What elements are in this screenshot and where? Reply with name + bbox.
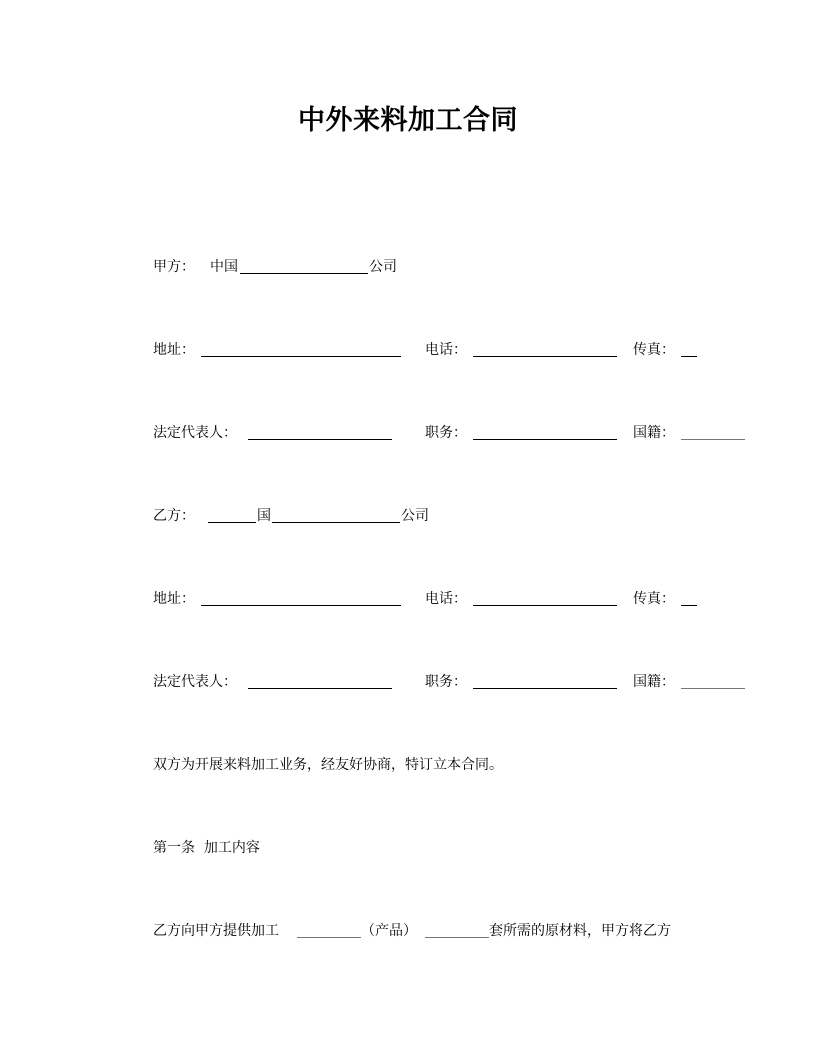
article-1-heading: 第一条 加工内容 [153,840,260,856]
party-b-legal-rep-blank[interactable] [248,671,392,689]
party-a-position-label: 职务： [425,425,467,441]
article-1-text [153,920,753,942]
party-a-line [153,256,753,278]
party-b-contact-line [153,588,753,610]
party-b-name-blank[interactable] [272,505,400,523]
party-a-country: 中国 [210,259,238,275]
party-a-rep-line [153,422,753,444]
party-b-country-suffix: 国 [257,508,271,524]
party-a-contact-line [153,339,753,361]
party-b-fax-blank[interactable] [681,588,697,606]
article-1-text-part2: （产品） [361,923,417,939]
party-b-country-blank[interactable] [208,505,256,523]
party-b-nationality-label: 国籍： [633,674,675,690]
party-b-phone-blank[interactable] [473,588,617,606]
party-b-line [153,505,753,527]
party-a-position-blank[interactable] [473,422,617,440]
party-b-position-blank[interactable] [473,671,617,689]
party-a-legal-rep-blank[interactable] [248,422,392,440]
party-b-nationality-blank[interactable] [681,671,745,689]
party-a-phone-blank[interactable] [473,339,617,357]
party-b-fax-label: 传真： [633,591,675,607]
party-b-address-blank[interactable] [201,588,401,606]
article-1-quantity-blank[interactable] [425,920,489,938]
party-a-phone-label: 电话： [425,342,467,358]
party-a-nationality-blank[interactable] [681,422,745,440]
document-title: 中外来料加工合同 [298,105,518,136]
party-a-address-blank[interactable] [201,339,401,357]
party-a-label: 甲方： [153,259,195,275]
party-b-rep-line [153,671,753,693]
party-b-legal-rep-label: 法定代表人： [153,674,237,690]
article-1-text-part3: 套所需的原材料，甲方将乙方 [489,923,671,939]
party-a-legal-rep-label: 法定代表人： [153,425,237,441]
party-a-nationality-label: 国籍： [633,425,675,441]
party-a-fax-blank[interactable] [681,339,697,357]
intro-paragraph: 双方为开展来料加工业务，经友好协商，特订立本合同。 [153,757,503,773]
party-b-label: 乙方： [153,508,195,524]
party-b-position-label: 职务： [425,674,467,690]
article-1-text-part1: 乙方向甲方提供加工 [153,923,279,939]
article-1-product-blank[interactable] [297,920,361,938]
party-a-suffix: 公司 [369,259,397,275]
party-b-address-label: 地址： [153,591,195,607]
party-a-address-label: 地址： [153,342,195,358]
party-b-phone-label: 电话： [425,591,467,607]
party-a-name-blank[interactable] [240,256,368,274]
party-a-fax-label: 传真： [633,342,675,358]
party-b-suffix: 公司 [401,508,429,524]
